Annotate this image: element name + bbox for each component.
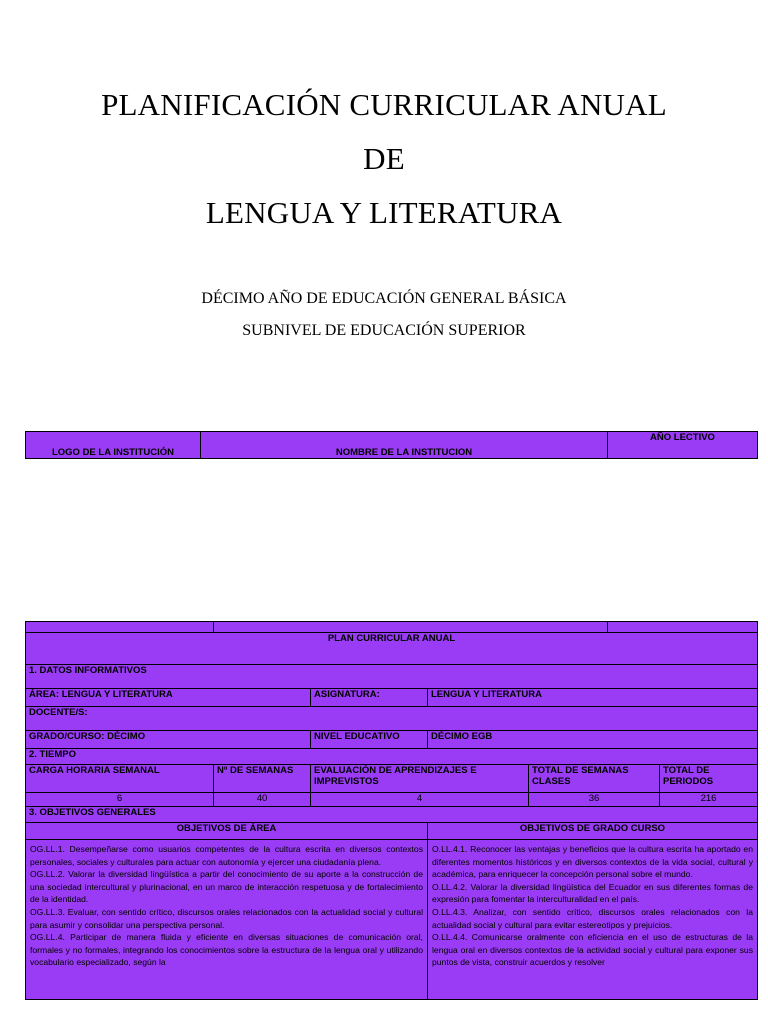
value-numero-semanas: 40 [214,793,311,807]
section-datos-informativos: 1. DATOS INFORMATIVOS [26,665,758,689]
nivel-value: DÉCIMO EGB [428,731,758,749]
document-subtitle [0,287,768,351]
value-total-semanas: 36 [529,793,660,807]
header-evaluacion: EVALUACIÓN DE APRENDIZAJES E IMPREVISTOS [311,765,529,793]
plan-curricular-table [25,621,758,1000]
objetivo-area-item: OG.LL.3. Evaluar, con sentido crítico, discursos orales relacionados con la actualidad social y cultural para asumir y consolidar una perspectiva personal. [30,906,423,930]
asignatura-label: ASIGNATURA: [311,689,428,707]
value-total-periodos: 216 [660,793,758,807]
area-label: ÁREA: LENGUA Y LITERATURA [26,689,311,707]
objetivo-grado-item: O.LL.4.2. Valorar la diversidad lingüística del Ecuador en sus diferentes formas de expresión para fomentar la interculturalidad en el país. [432,881,753,905]
objetivo-grado-item: O.LL.4.1. Reconocer las ventajas y beneficios que la cultura escrita ha aportado en diferentes momentos históricos y en diversos contextos de la vida social, cultural y académica, para enriquecer la concepción personal sobre el mundo. [432,844,753,880]
subtitle-line-1: DÉCIMO AÑO DE EDUCACIÓN GENERAL BÁSICA [201,290,567,307]
objetivo-grado-item: O.LL.4.3. Analizar, con sentido crítico, discursos orales relacionados con la actualidad social y cultural para evitar estereotipos y prejuicios. [432,906,753,930]
institution-name-cell: NOMBRE DE LA INSTITUCION [201,432,608,459]
top-spacer-cell-2 [214,622,608,633]
header-total-periodos: TOTAL DE PERIODOS [660,765,758,793]
grado-label: GRADO/CURSO: DÉCIMO [26,731,311,749]
docente-label: DOCENTE/S: [26,707,758,731]
header-numero-semanas: Nº DE SEMANAS [214,765,311,793]
institution-header-table [25,431,758,459]
objetivo-area-item: OG.LL.4. Participar de manera fluida y eficiente en diversas situaciones de comunicación oral, formales y no formales, integrando los conocimientos sobre la estructura de la lengua oral y utilizando vocabulario especializado, según la [30,932,423,968]
objetivos-area-body [26,840,428,1000]
title-line-3: LENGUA Y LITERATURA [205,195,563,230]
objetivos-area-header: OBJETIVOS DE ÁREA [26,823,428,840]
value-evaluacion: 4 [311,793,529,807]
top-spacer-cell-3 [608,622,758,633]
document-title [0,78,768,240]
asignatura-value: LENGUA Y LITERATURA [428,689,758,707]
top-spacer-cell-1 [26,622,214,633]
objetivos-grado-header: OBJETIVOS DE GRADO CURSO [428,823,758,840]
value-carga-horaria: 6 [26,793,214,807]
subtitle-line-2: SUBNIVEL DE EDUCACIÓN SUPERIOR [242,322,526,339]
header-total-semanas: TOTAL DE SEMANAS CLASES [529,765,660,793]
title-line-2: DE [363,141,405,176]
logo-cell: LOGO DE LA INSTITUCIÓN [26,432,201,459]
nivel-label: NIVEL EDUCATIVO [311,731,428,749]
header-carga-horaria: CARGA HORARIA SEMANAL [26,765,214,793]
title-line-1: PLANIFICACIÓN CURRICULAR ANUAL [101,87,667,122]
section-tiempo: 2. TIEMPO [26,749,758,765]
objetivo-area-item: OG.LL.2. Valorar la diversidad lingüística a partir del conocimiento de su aporte a la construcción de una sociedad intercultural y plurinacional, en un marco de interacción respetuosa y de fortalecimiento de la identidad. [30,869,423,905]
objetivos-grado-body [428,840,758,1000]
plan-title: PLAN CURRICULAR ANUAL [26,633,758,665]
objetivo-grado-item: O.LL.4.4. Comunicarse oralmente con eficiencia en el uso de estructuras de la lengua oral en diversos contextos de la actividad social y cultural para exponer sus puntos de vista, construir acuerdos y resolver [432,932,753,968]
school-year-cell: AÑO LECTIVO [608,432,758,459]
objetivo-area-item: OG.LL.1. Desempeñarse como usuarios competentes de la cultura escrita en diversos contextos personales, sociales y culturales para actuar con autonomía y ejercer una ciudadanía plena. [30,844,423,867]
section-objetivos-generales: 3. OBJETIVOS GENERALES [26,807,758,823]
